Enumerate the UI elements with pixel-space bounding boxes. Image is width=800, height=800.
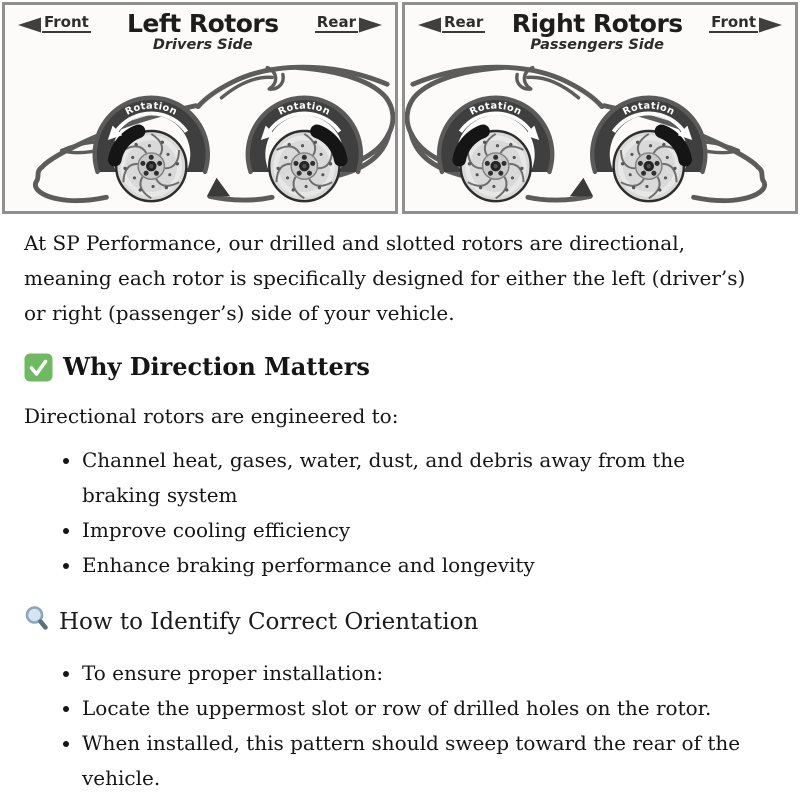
arrow-right-icon — [358, 15, 385, 34]
section-heading-identify-orientation — [24, 605, 760, 641]
left-panel-header — [5, 5, 395, 53]
left-panel-titles — [91, 11, 315, 53]
right-rotors-panel — [402, 2, 798, 214]
right-panel-header — [405, 5, 795, 53]
rotation-label: Rotation — [468, 100, 524, 118]
panel-subtitle: Passengers Side — [530, 37, 664, 53]
arrow-left-icon — [15, 15, 42, 34]
rotation-label: Rotation — [621, 100, 677, 118]
rear-direction-indicator — [315, 15, 385, 33]
rear-direction-indicator — [415, 15, 485, 33]
engineered-benefits-list — [24, 443, 760, 583]
article-body — [0, 226, 800, 800]
panel-title: Left Rotors — [126, 9, 279, 38]
right-panel-titles — [485, 11, 709, 53]
front-direction-indicator — [709, 15, 785, 33]
check-mark-icon — [24, 353, 53, 382]
front-label: Front — [711, 13, 756, 31]
side-vent — [207, 177, 230, 196]
left-rotors-panel — [2, 2, 398, 214]
list-item: • Channel heat, gases, water, dust, and debris away from the braking system — [82, 443, 760, 513]
arrow-left-icon — [415, 15, 442, 34]
intro-paragraph: At SP Performance, our drilled and slotted rotors are directional, meaning each rotor is specifically designed for either the left (driver’s) or right (passenger’s) side of your vehicle. — [24, 231, 746, 326]
engineered-lead: Directional rotors are engineered to: — [24, 403, 399, 428]
list-item: • Locate the uppermost slot or row of drilled holes on the rotor. — [82, 691, 760, 726]
rear-label: Rear — [444, 13, 484, 31]
section-heading-text: Why Direction Matters — [63, 352, 370, 382]
magnifying-glass-icon — [24, 605, 50, 641]
list-item: • Enhance braking performance and longevity — [82, 548, 760, 583]
list-item: • Improve cooling efficiency — [82, 513, 760, 548]
section-heading-text: How to Identify Correct Orientation — [59, 608, 479, 635]
front-direction-indicator — [15, 15, 91, 33]
side-vent — [570, 177, 593, 196]
rear-label: Rear — [316, 13, 356, 31]
rotation-label: Rotation — [276, 100, 332, 118]
panel-subtitle: Drivers Side — [152, 37, 253, 53]
panel-title: Right Rotors — [511, 9, 683, 38]
section-heading-why-direction-matters — [24, 351, 760, 382]
car-side-view-left — [5, 53, 395, 212]
arrow-right-icon — [758, 15, 785, 34]
installation-steps-list — [24, 656, 760, 796]
rotor-direction-diagram — [0, 0, 800, 214]
rotation-label: Rotation — [123, 100, 179, 118]
car-side-view-right — [405, 53, 795, 212]
front-label: Front — [44, 13, 89, 31]
list-item: • When installed, this pattern should sweep toward the rear of the vehicle. — [82, 726, 760, 796]
list-item: • To ensure proper installation: — [82, 656, 760, 691]
